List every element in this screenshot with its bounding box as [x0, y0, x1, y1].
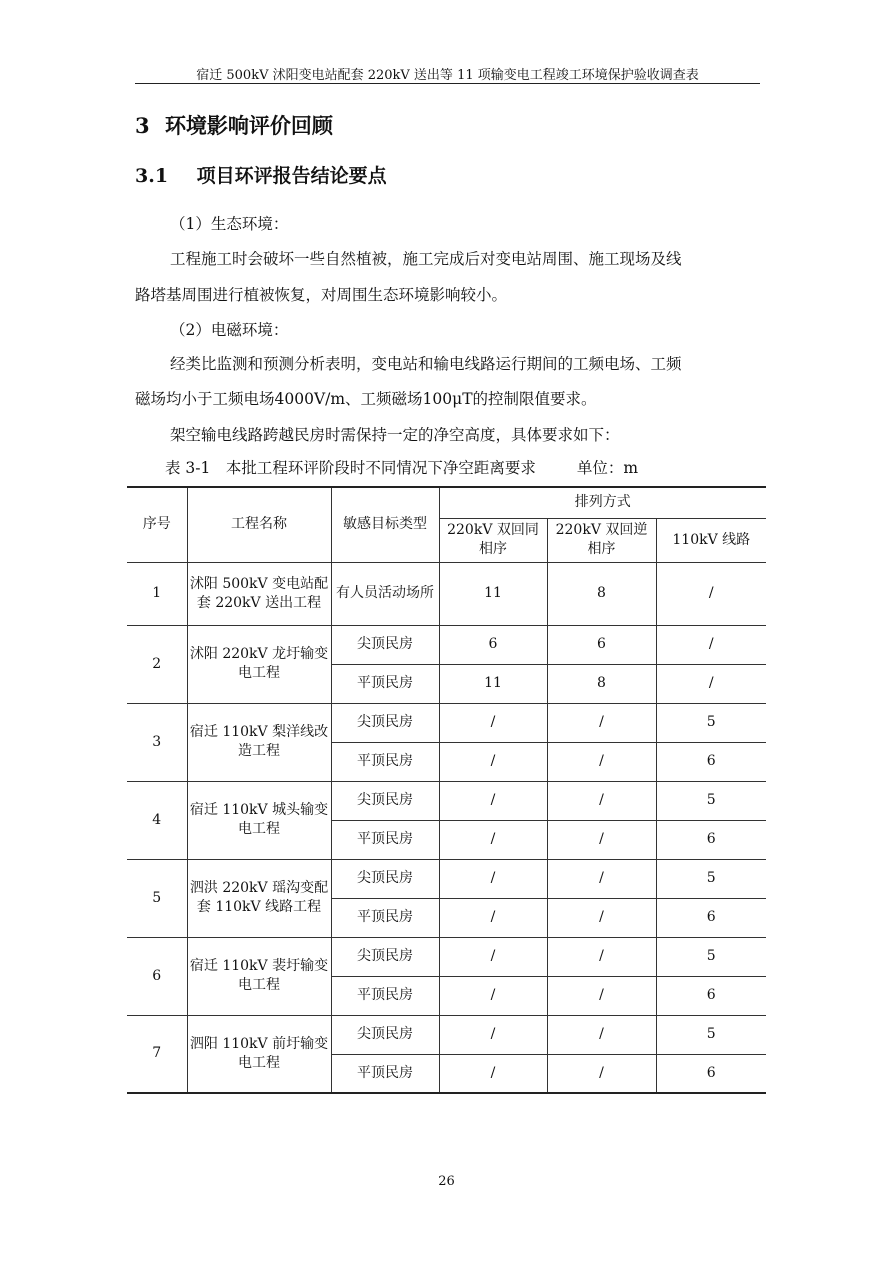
header-name: 工程名称 [187, 487, 331, 562]
cell-value-110kv: / [656, 562, 766, 625]
cell-value-110kv: 5 [656, 781, 766, 820]
subsection-title: 项目环评报告结论要点 [196, 165, 387, 187]
cell-value-220kv-reverse: / [547, 1015, 656, 1054]
cell-target-type: 平顶民房 [331, 664, 439, 703]
cell-target-type: 尖顶民房 [331, 937, 439, 976]
clearance-table [127, 486, 766, 1094]
table-row [127, 1015, 766, 1054]
cell-target-type: 有人员活动场所 [331, 562, 439, 625]
cell-value-220kv-reverse: / [547, 976, 656, 1015]
cell-value-220kv-reverse: / [547, 937, 656, 976]
cell-value-220kv-same: 6 [439, 625, 547, 664]
clearance-paragraph: 架空输电线路跨越民房时需保持一定的净空高度，具体要求如下： [170, 426, 620, 444]
cell-seq: 4 [127, 781, 187, 859]
table-body [127, 562, 766, 1093]
table-row [127, 937, 766, 976]
cell-value-220kv-same: / [439, 781, 547, 820]
cell-project-name: 宿迁 110kV 城头输变电工程 [187, 781, 331, 859]
cell-value-220kv-same: 11 [439, 664, 547, 703]
cell-value-110kv: / [656, 625, 766, 664]
cell-seq: 6 [127, 937, 187, 1015]
cell-value-110kv: / [656, 664, 766, 703]
table-row [127, 562, 766, 625]
header-target: 敏感目标类型 [331, 487, 439, 562]
header-col-3: 110kV 线路 [656, 518, 766, 562]
cell-value-220kv-reverse: 6 [547, 625, 656, 664]
em-paragraph-line-1: 经类比监测和预测分析表明，变电站和输电线路运行期间的工频电场、工频 [170, 355, 682, 373]
em-heading: （2）电磁环境： [170, 321, 289, 339]
cell-seq: 1 [127, 562, 187, 625]
cell-value-110kv: 6 [656, 898, 766, 937]
cell-target-type: 平顶民房 [331, 976, 439, 1015]
cell-project-name: 宿迁 110kV 裴圩输变电工程 [187, 937, 331, 1015]
cell-target-type: 平顶民房 [331, 1054, 439, 1093]
cell-value-220kv-same: / [439, 976, 547, 1015]
table-row [127, 703, 766, 742]
cell-value-220kv-reverse: / [547, 742, 656, 781]
em-paragraph-line-2: 磁场均小于工频电场4000V/m、工频磁场100μT的控制限值要求。 [135, 390, 597, 408]
cell-target-type: 平顶民房 [331, 898, 439, 937]
cell-target-type: 尖顶民房 [331, 1015, 439, 1054]
cell-project-name: 泗洪 220kV 瑶沟变配套 110kV 线路工程 [187, 859, 331, 937]
cell-value-220kv-same: / [439, 898, 547, 937]
cell-value-220kv-same: / [439, 703, 547, 742]
cell-project-name: 沭阳 220kV 龙圩输变电工程 [187, 625, 331, 703]
cell-value-220kv-reverse: / [547, 703, 656, 742]
cell-value-220kv-reverse: 8 [547, 562, 656, 625]
cell-target-type: 平顶民房 [331, 820, 439, 859]
section-heading [135, 110, 333, 140]
cell-value-110kv: 6 [656, 820, 766, 859]
cell-seq: 3 [127, 703, 187, 781]
section-number: 3 [135, 113, 150, 138]
cell-value-220kv-reverse: / [547, 781, 656, 820]
table-row [127, 625, 766, 664]
cell-value-110kv: 5 [656, 703, 766, 742]
cell-value-220kv-same: / [439, 1015, 547, 1054]
cell-value-110kv: 6 [656, 976, 766, 1015]
cell-project-name: 沭阳 500kV 变电站配套 220kV 送出工程 [187, 562, 331, 625]
cell-value-220kv-reverse: / [547, 1054, 656, 1093]
cell-seq: 5 [127, 859, 187, 937]
cell-value-220kv-reverse: / [547, 898, 656, 937]
cell-value-110kv: 6 [656, 742, 766, 781]
cell-seq: 2 [127, 625, 187, 703]
table-caption-text: 表 3-1 本批工程环评阶段时不同情况下净空距离要求 [165, 459, 536, 477]
cell-value-110kv: 5 [656, 937, 766, 976]
cell-value-220kv-same: / [439, 742, 547, 781]
cell-target-type: 尖顶民房 [331, 625, 439, 664]
eco-paragraph-line-1: 工程施工时会破坏一些自然植被，施工完成后对变电站周围、施工现场及线 [170, 250, 682, 268]
header-rule [135, 83, 760, 84]
cell-value-110kv: 6 [656, 1054, 766, 1093]
cell-value-220kv-same: 11 [439, 562, 547, 625]
cell-value-220kv-same: / [439, 1054, 547, 1093]
cell-value-220kv-reverse: / [547, 820, 656, 859]
header-col-2: 220kV 双回逆相序 [547, 518, 656, 562]
subsection-number: 3.1 [135, 165, 169, 187]
table-unit: 单位：m [576, 459, 639, 477]
cell-target-type: 尖顶民房 [331, 703, 439, 742]
cell-value-220kv-same: / [439, 859, 547, 898]
section-title: 环境影响评价回顾 [164, 113, 333, 138]
cell-value-220kv-reverse: 8 [547, 664, 656, 703]
subsection-heading [135, 161, 387, 188]
header-arrangement: 排列方式 [439, 487, 766, 518]
cell-target-type: 尖顶民房 [331, 781, 439, 820]
running-header: 宿迁 500kV 沭阳变电站配套 220kV 送出等 11 项输变电工程竣工环境保护验收调查表 [196, 68, 699, 83]
cell-project-name: 宿迁 110kV 梨洋线改造工程 [187, 703, 331, 781]
table-row [127, 781, 766, 820]
cell-value-220kv-same: / [439, 820, 547, 859]
cell-seq: 7 [127, 1015, 187, 1093]
eco-paragraph-line-2: 路塔基周围进行植被恢复，对周围生态环境影响较小。 [135, 286, 508, 304]
cell-value-220kv-same: / [439, 937, 547, 976]
cell-project-name: 泗阳 110kV 前圩输变电工程 [187, 1015, 331, 1093]
header-seq: 序号 [127, 487, 187, 562]
cell-value-110kv: 5 [656, 1015, 766, 1054]
page-number: 26 [438, 1174, 455, 1189]
table-caption [165, 456, 638, 478]
cell-value-220kv-reverse: / [547, 859, 656, 898]
cell-target-type: 平顶民房 [331, 742, 439, 781]
eco-heading: （1）生态环境： [170, 215, 289, 233]
cell-value-110kv: 5 [656, 859, 766, 898]
table-row [127, 859, 766, 898]
cell-target-type: 尖顶民房 [331, 859, 439, 898]
header-col-1: 220kV 双回同相序 [439, 518, 547, 562]
